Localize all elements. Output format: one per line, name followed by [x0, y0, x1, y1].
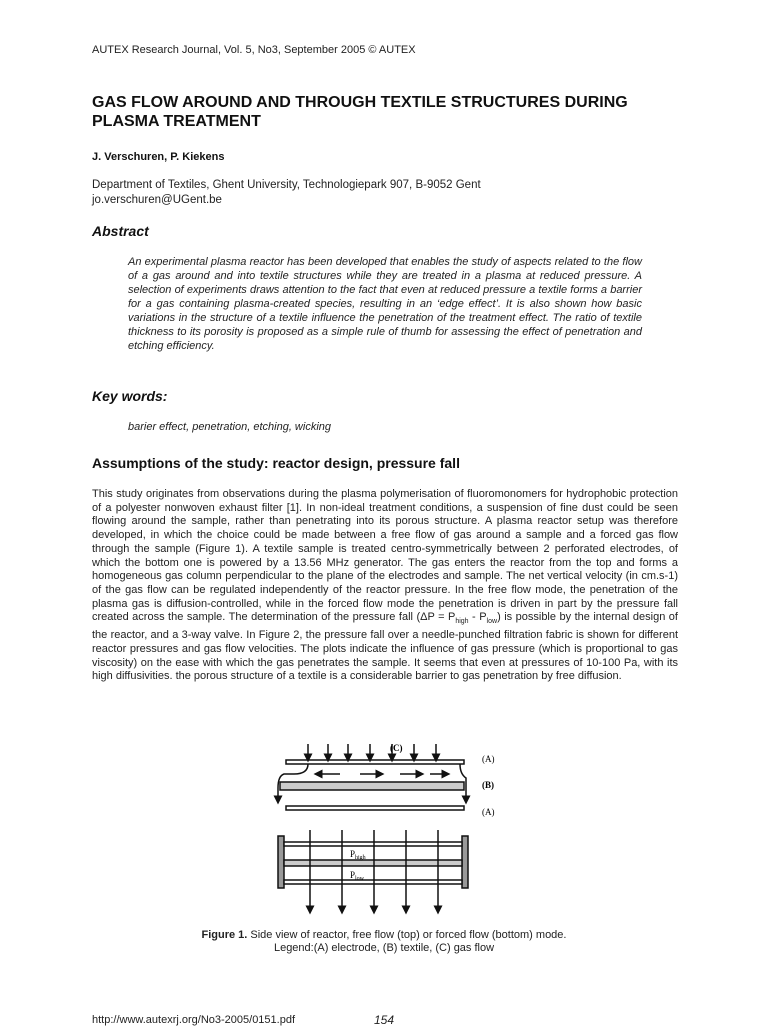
top-electrode: [286, 760, 464, 764]
figure-caption: [120, 929, 648, 955]
page-number: 154: [374, 1013, 395, 1027]
keywords-heading: Key words:: [92, 388, 168, 404]
p-low-label: $P_{low}$: [350, 870, 365, 882]
forced-flow-diagram: [278, 830, 468, 910]
subscript-low: low: [486, 618, 498, 626]
bottom-electrode: [286, 806, 464, 810]
subscript-high: high: [455, 618, 469, 626]
section-heading: Assumptions of the study: reactor design, pressure fall: [92, 455, 460, 471]
footer-url[interactable]: http://www.autexrj.org/No3-2005/0151.pdf: [92, 1014, 296, 1026]
label-b: (B): [482, 780, 494, 790]
label-a-bottom: (A): [482, 807, 495, 817]
affiliation-email[interactable]: jo.verschuren@UGent.be: [92, 194, 222, 206]
caption-line-1: Side view of reactor, free flow (top) or forced flow (bottom) mode.: [247, 929, 567, 941]
body-text-1: This study originates from observations during the plasma polymerisation of fluoromonomers for hydrophobic protection of a polyester nonwoven exhaust filter [1]. In non-ideal treatment conditions, a suspension of fine dust could be seen flowing around the sample, rather than penetrating into its porous structure. A plasma reactor setup was therefore developed, in which the choice could be made between a free flow of gas around a sample and a forced gas flow through the sample (Figure 1). A textile sample is treated centro-symmetrically between 2 perforated electrodes, of which the bottom one is powered by a 13.56 MHz generator. The gas enters the reactor from the top and forms a homogeneous gas column perpendicular to the plane of the electrodes and sample. The net vertical velocity (in cm.s-1) of the gas flow can be regulated independently of the reactor pressure. In the free flow mode, the penetration of the plasma gas is diffusion-controlled, while in the forced flow mode the penetration is driven in part by the pressure fall created across the sample. The determination of the pressure fall (ΔP = P: [92, 488, 678, 624]
abstract-text: An experimental plasma reactor has been developed that enables the study of aspects related to the flow of a gas around and into textile structures while they are treated in a plasma at reduced pressure. A selection of experiments draws attention to the fact that even at reduced pressure a textile forms a barrier for a gas containing plasma-created species, resulting in an ‘edge effect’. It is also shown how basic variations in the structure of a textile influence the penetration of the treatment effect. The ratio of textile thickness to its porosity is proposed as a simple rule of thumb for assessing the effect of penetration and etching efficiency.: [128, 256, 642, 352]
textile-sample: [280, 782, 464, 790]
affiliation-department: Department of Textiles, Ghent University, Technologiepark 907, B-9052 Gent: [92, 179, 481, 191]
right-wall: [462, 836, 468, 888]
label-a-top: (A): [482, 754, 495, 764]
label-c: (C): [390, 743, 403, 753]
free-flow-diagram: [278, 744, 466, 810]
authors: J. Verschuren, P. Kiekens: [92, 151, 225, 163]
section-body: [92, 488, 678, 684]
p-high-label: $P_{high}$: [350, 849, 366, 861]
figure-1-diagram: [270, 738, 510, 918]
caption-line-2: Legend:(A) electrode, (B) textile, (C) gas flow: [273, 942, 495, 954]
paper-title: GAS FLOW AROUND AND THROUGH TEXTILE STRUCTURES DURING PLASMA TREATMENT: [92, 94, 628, 130]
affiliation: [92, 178, 481, 208]
caption-label: Figure 1.: [201, 929, 248, 941]
abstract-heading: Abstract: [92, 223, 149, 239]
left-wall: [278, 836, 284, 888]
journal-header: AUTEX Research Journal, Vol. 5, No3, September 2005 © AUTEX: [92, 44, 416, 56]
body-text-3: ) is possible by the internal design of the reactor, and a 3-way valve. In Figure 2, the pressure fall over a needle-punched filtration fabric is shown for different reactor pressures and gas flow velocities. The plots indicate the influence of gas pressure (which is proportional to gas viscosity) on the ease with which the gas penetrates the sample. It seems that even at pressures of 10-100 Pa, with its high diffusivities. the porous structure of a textile is a considerable barrier to gas penetration by free diffusion.: [92, 611, 678, 683]
keywords-text: barier effect, penetration, etching, wicking: [128, 421, 332, 433]
body-text-2: - P: [468, 611, 487, 624]
